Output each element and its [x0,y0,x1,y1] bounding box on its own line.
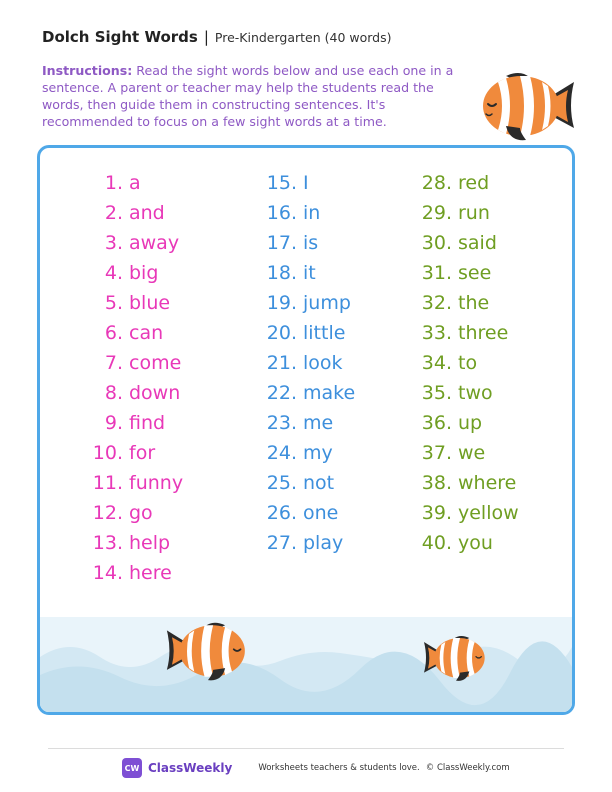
sight-word-text: I [303,172,309,194]
sight-word-item [88,528,183,558]
sight-word-text: blue [129,292,171,314]
sight-word-item [88,198,183,228]
sight-word-item [260,318,355,348]
sight-word-item [415,288,519,318]
sight-word-text: you [458,532,493,554]
sight-word-text: my [303,442,333,464]
sight-word-item [260,498,355,528]
sight-word-number: 33. [421,322,452,344]
sight-word-text: come [129,352,182,374]
sight-word-number: 27. [266,532,297,554]
sight-word-number: 26. [266,502,297,524]
sight-word-item [260,288,355,318]
sight-word-item [88,168,183,198]
sight-word-number: 28. [421,172,452,194]
sight-word-text: help [129,532,171,554]
sight-word-text: down [129,382,181,404]
sight-word-item [88,378,183,408]
sight-word-item [415,168,519,198]
sight-word-number: 2. [104,202,123,224]
sight-word-item [88,228,183,258]
sight-word-text: see [458,262,492,284]
sight-word-number: 30. [421,232,452,254]
sight-word-item [88,408,183,438]
sight-word-text: said [458,232,497,254]
sight-word-number: 6. [104,322,123,344]
sight-word-text: can [129,322,164,344]
classweekly-logo-icon: CW [122,758,142,778]
sight-word-item [415,378,519,408]
sight-word-number: 23. [266,412,297,434]
sight-word-text: three [458,322,509,344]
footer [122,758,510,778]
clownfish-icon [476,64,576,148]
sight-word-item [415,258,519,288]
sight-word-text: in [303,202,321,224]
sight-word-text: jump [303,292,351,314]
sight-word-number: 4. [104,262,123,284]
sight-word-item [260,228,355,258]
sight-word-text: here [129,562,172,584]
page-title: Dolch Sight Words [42,28,198,46]
sight-word-text: little [303,322,346,344]
sight-word-item [88,498,183,528]
sight-word-text: not [303,472,335,494]
sight-word-number: 10. [92,442,123,464]
sight-word-number: 17. [266,232,297,254]
title-separator: | [203,28,209,46]
sight-word-item [260,408,355,438]
sight-word-number: 32. [421,292,452,314]
sight-word-item [260,438,355,468]
instructions [42,62,472,130]
sight-word-text: two [458,382,493,404]
sight-word-item [260,168,355,198]
sight-word-item [88,558,183,588]
sight-word-number: 9. [104,412,123,434]
sight-word-number: 3. [104,232,123,254]
sight-word-item [88,258,183,288]
sight-word-number: 15. [266,172,297,194]
word-column-3 [415,168,519,558]
sight-word-number: 21. [266,352,297,374]
sight-word-item [260,258,355,288]
footer-tagline: Worksheets teachers & students love. [258,763,420,773]
sight-word-number: 8. [104,382,123,404]
sight-word-number: 25. [266,472,297,494]
sight-word-number: 38. [421,472,452,494]
clownfish-icon [160,615,256,687]
sight-word-text: up [458,412,483,434]
sight-word-item [260,198,355,228]
sight-word-text: where [458,472,517,494]
sight-word-number: 11. [92,472,123,494]
sight-word-item [260,348,355,378]
sight-word-item [260,528,355,558]
instructions-body: Read the sight words below and use each one in a sentence. A parent or teacher may help the students read the words, then guide them in constructing sentences. It's recommended to focus on a few sight words at a time. [42,63,454,129]
sight-word-text: to [458,352,478,374]
sight-word-number: 14. [92,562,123,584]
sight-word-text: it [303,262,316,284]
sight-word-text: red [458,172,490,194]
sight-word-item [260,378,355,408]
sight-word-number: 40. [421,532,452,554]
sight-word-text: yellow [458,502,519,524]
page-subtitle: Pre-Kindergarten (40 words) [214,30,392,45]
sight-word-text: big [129,262,159,284]
sight-word-text: go [129,502,153,524]
sight-word-text: me [303,412,334,434]
sight-word-text: make [303,382,356,404]
sight-word-number: 36. [421,412,452,434]
sight-word-item [415,468,519,498]
sight-word-item [415,228,519,258]
sight-word-item [415,318,519,348]
sight-word-number: 35. [421,382,452,404]
sight-word-text: funny [129,472,184,494]
sight-word-text: look [303,352,343,374]
sight-word-number: 18. [266,262,297,284]
clownfish-icon [420,630,492,686]
brand-name: ClassWeekly [148,761,233,775]
sight-word-number: 39. [421,502,452,524]
page-header [42,28,392,46]
water-waves [40,617,572,712]
sight-word-text: the [458,292,490,314]
sight-word-number: 20. [266,322,297,344]
sight-word-text: we [458,442,486,464]
sight-word-number: 34. [421,352,452,374]
sight-word-item [88,348,183,378]
sight-word-text: run [458,202,490,224]
sight-word-item [415,438,519,468]
sight-word-number: 1. [104,172,123,194]
sight-word-item [88,288,183,318]
sight-word-number: 16. [266,202,297,224]
sight-word-item [415,498,519,528]
sight-word-item [415,198,519,228]
footer-copyright: © ClassWeekly.com [425,763,510,773]
sight-word-item [88,468,183,498]
sight-word-number: 22. [266,382,297,404]
sight-word-number: 19. [266,292,297,314]
sight-word-item [415,408,519,438]
sight-word-number: 5. [104,292,123,314]
sight-word-text: for [129,442,156,464]
word-column-1 [88,168,183,588]
sight-word-number: 12. [92,502,123,524]
footer-divider [48,748,564,749]
sight-word-number: 13. [92,532,123,554]
sight-word-text: away [129,232,180,254]
instructions-lead: Instructions: [42,63,133,78]
sight-word-item [260,468,355,498]
sight-word-item [88,318,183,348]
sight-word-text: is [303,232,319,254]
word-column-2 [260,168,355,558]
sight-word-text: find [129,412,166,434]
sight-word-text: and [129,202,165,224]
sight-word-item [415,348,519,378]
sight-word-item [88,438,183,468]
sight-word-number: 7. [104,352,123,374]
sight-word-item [415,528,519,558]
word-list-card [37,145,575,715]
sight-word-text: play [303,532,344,554]
sight-word-number: 29. [421,202,452,224]
sight-word-number: 37. [421,442,452,464]
sight-word-number: 31. [421,262,452,284]
sight-word-text: one [303,502,339,524]
sight-word-number: 24. [266,442,297,464]
sight-word-text: a [129,172,141,194]
